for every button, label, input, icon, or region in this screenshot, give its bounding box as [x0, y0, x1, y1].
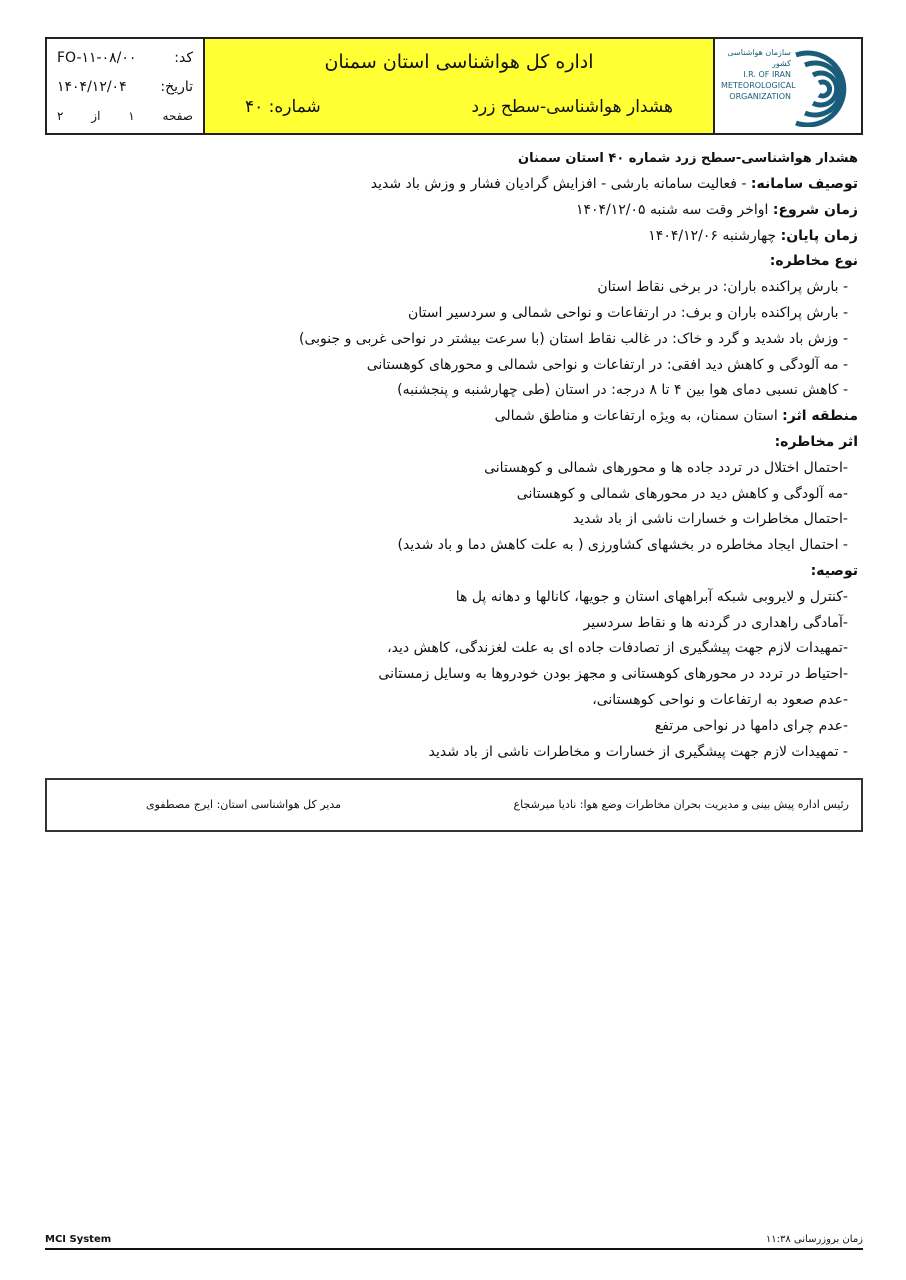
area-value: استان سمنان، به ویژه ارتفاعات و مناطق شمالی — [494, 408, 783, 425]
impact-item: -احتمال اختلال در تردد جاده ها و محورهای شمالی و کوهستانی — [484, 459, 848, 476]
date-value: ۱۴۰۴/۱۲/۰۴ — [57, 78, 127, 95]
meteorological-organization-logo — [713, 39, 861, 133]
code-value: FO-۱۱-۰۸/۰۰ — [57, 49, 137, 66]
advice-item: -احتیاط در تردد در محورهای کوهستانی و مجهز بودن خودروها به وسایل زمستانی — [378, 666, 848, 683]
advice-item: - تمهیدات لازم جهت پیشگیری از خسارات و مخاطرات ناشی از باد شدید — [428, 743, 848, 760]
advice-item: -عدم چرای دامها در نواحی مرتفع — [654, 717, 848, 734]
logo-text-3: ORGANIZATION — [729, 92, 791, 101]
impact-item: - احتمال ایجاد مخاطره در بخشهای کشاورزی ( به علت کاهش دما و باد شدید) — [397, 537, 848, 554]
logo-text-2: METEOROLOGICAL — [721, 81, 796, 90]
hazard-item: - کاهش نسبی دمای هوا بین ۴ تا ۸ درجه: در استان (طی چهارشنبه و پنجشنبه) — [397, 382, 848, 399]
header-meta — [47, 39, 205, 133]
page-current: ۱ — [128, 108, 135, 123]
advice-item: -تمهیدات لازم جهت پیشگیری از تصادفات جاده ای به علت لغزندگی، کاهش دید، — [387, 640, 848, 657]
impact-label: اثر مخاطره: — [774, 433, 858, 450]
impact-item: -مه آلودگی و کاهش دید در محورهای شمالی و کوهستانی — [516, 485, 848, 502]
date-label: تاریخ: — [160, 78, 193, 95]
logo-text-1: I.R. OF IRAN — [743, 70, 791, 79]
logo-text-persian: سازمان هواشناسی کشور — [727, 48, 791, 68]
hazard-item: - وزش باد شدید و گرد و خاک: در غالب نقاط استان (با سرعت بیشتر در نواحی غربی و جنوبی) — [298, 330, 848, 347]
page-footer — [45, 1234, 863, 1250]
page-label: صفحه — [162, 108, 193, 123]
end-label: زمان پایان: — [780, 227, 858, 244]
system-name: MCI System — [45, 1234, 112, 1245]
warning-level-title: هشدار هواشناسی-سطح زرد — [471, 97, 673, 117]
advice-item: -آمادگی راهداری در گردنه ها و نقاط سردسیر — [583, 614, 848, 631]
forecast-head-signature: رئیس اداره پیش بینی و مدیریت بحران مخاطرات وضع هوا: نادیا میرشجاع — [513, 798, 849, 811]
end-value: چهارشنبه ۱۴۰۴/۱۲/۰۶ — [648, 227, 781, 244]
impact-item: -احتمال مخاطرات و خسارات ناشی از باد شدید — [572, 511, 848, 528]
warning-heading: هشدار هواشناسی-سطح زرد شماره ۴۰ استان سمنان — [518, 151, 858, 166]
start-label: زمان شروع: — [772, 201, 858, 218]
warning-body — [38, 146, 858, 765]
document-header — [45, 37, 863, 135]
page-total: ۲ — [57, 108, 64, 123]
code-label: کد: — [174, 49, 193, 66]
page-of: از — [91, 108, 101, 123]
hazard-item: - بارش پراکنده باران: در برخی نقاط استان — [597, 279, 848, 296]
advice-item: -کنترل و لایروبی شبکه آبراههای استان و جویها، کانالها و دهانه پل ها — [455, 588, 848, 605]
spiral-logo-icon — [791, 47, 853, 127]
hazard-type-label: نوع مخاطره: — [769, 253, 858, 270]
warning-number: شماره: ۴۰ — [245, 97, 321, 117]
system-value: - فعالیت سامانه بارشی - افزایش گرادیان فشار و وزش باد شدید — [370, 176, 751, 192]
advice-label: توصیه: — [810, 562, 858, 579]
start-value: اواخر وقت سه شنبه ۱۴۰۴/۱۲/۰۵ — [575, 201, 773, 218]
system-label: توصیف سامانه: — [750, 176, 858, 192]
update-time: زمان بروزرسانی ۱۱:۳۸ — [765, 1234, 863, 1245]
office-title: اداره کل هواشناسی استان سمنان — [324, 51, 594, 73]
area-label: منطقه اثر: — [782, 408, 858, 425]
director-signature: مدیر کل هواشناسی استان: ایرج مصطفوی — [146, 798, 341, 811]
hazard-item: - بارش پراکنده باران و برف: در ارتفاعات و نواحی شمالی و سردسیر استان — [407, 304, 848, 321]
hazard-item: - مه آلودگی و کاهش دید افقی: در ارتفاعات و نواحی شمالی و محورهای کوهستانی — [366, 356, 848, 373]
advice-item: -عدم صعود به ارتفاعات و نواحی کوهستانی، — [592, 691, 848, 708]
signature-box — [45, 778, 863, 832]
header-title-block — [205, 39, 713, 133]
